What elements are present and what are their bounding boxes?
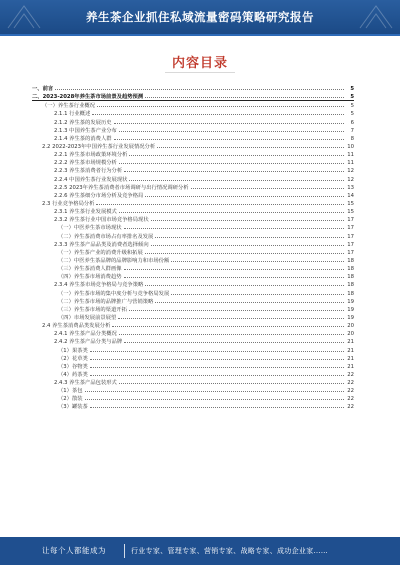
toc-leader-dots bbox=[90, 354, 344, 360]
toc-entry-label: （一）养生茶产业的消费升级和拓展 bbox=[58, 249, 143, 256]
toc-entry-page: 17 bbox=[347, 233, 354, 240]
toc-entry-label: 2.2 2022-2023年中国养生茶行业发展情况分析 bbox=[42, 143, 156, 150]
toc-leader-dots bbox=[129, 150, 344, 156]
toc-entry[interactable] bbox=[32, 329, 354, 337]
footer-tagline: 行业专家、管理专家、营销专家、战略专家、成功企业家…… bbox=[131, 547, 329, 555]
toc-entry-label: （2）花草类 bbox=[58, 355, 88, 362]
toc-leader-dots bbox=[151, 215, 344, 221]
footer-divider bbox=[124, 544, 125, 558]
toc-heading: 内容目录 bbox=[171, 56, 228, 71]
toc-leader-dots bbox=[155, 232, 344, 238]
toc-leader-dots bbox=[124, 272, 344, 278]
toc-entry[interactable] bbox=[32, 378, 354, 386]
toc-entry-label: 2.1.4 养生茶的消费人群 bbox=[54, 135, 112, 142]
toc-entry-page: 18 bbox=[347, 282, 354, 289]
toc-leader-dots bbox=[118, 313, 344, 319]
toc-entry-page: 19 bbox=[347, 298, 354, 305]
report-title: 养生茶企业抓住私域流量密码策略研究报告 bbox=[86, 10, 314, 24]
toc-leader-dots bbox=[171, 256, 344, 262]
toc-entry[interactable] bbox=[32, 394, 354, 402]
toc-entry[interactable] bbox=[32, 84, 354, 92]
toc-entry[interactable] bbox=[32, 150, 354, 158]
table-of-contents bbox=[32, 84, 354, 411]
footer-slogan: 让每个人都能成为 bbox=[42, 546, 106, 555]
toc-heading-divider bbox=[165, 72, 235, 73]
toc-entry-label: （1）茶包 bbox=[58, 388, 83, 395]
toc-entry[interactable] bbox=[32, 402, 354, 410]
toc-entry-page: 18 bbox=[347, 274, 354, 281]
toc-leader-dots bbox=[90, 362, 344, 368]
toc-leader-dots bbox=[119, 207, 344, 213]
toc-entry[interactable] bbox=[32, 191, 354, 199]
toc-entry[interactable] bbox=[32, 297, 354, 305]
toc-entry[interactable] bbox=[32, 321, 354, 329]
toc-entry-label: 2.2.4 中国养生茶行业发展现状 bbox=[54, 176, 128, 183]
toc-leader-dots bbox=[90, 402, 344, 408]
toc-entry[interactable] bbox=[32, 215, 354, 223]
toc-entry[interactable] bbox=[32, 158, 354, 166]
toc-leader-dots bbox=[124, 223, 344, 229]
toc-entry[interactable] bbox=[32, 280, 354, 288]
toc-entry-page: 7 bbox=[350, 127, 354, 134]
toc-leader-dots bbox=[145, 248, 344, 254]
toc-entry[interactable] bbox=[32, 248, 354, 256]
toc-entry[interactable] bbox=[32, 354, 354, 362]
toc-entry-label: 2.2.1 养生茶市场政策环境分析 bbox=[54, 152, 128, 159]
toc-entry-label: 二、2023-2028年养生茶市场前景及趋势预测 bbox=[32, 94, 144, 101]
toc-entry[interactable] bbox=[32, 223, 354, 231]
toc-entry-page: 17 bbox=[347, 217, 354, 224]
toc-leader-dots bbox=[114, 118, 344, 124]
toc-entry[interactable] bbox=[32, 92, 354, 101]
toc-entry-label: （三）养生茶市场的渠道开拓 bbox=[58, 306, 127, 313]
toc-entry-label: 2.2.3 养生茶消费者行为分析 bbox=[54, 168, 123, 175]
toc-entry-page: 5 bbox=[350, 103, 354, 110]
toc-entry-page: 5 bbox=[350, 86, 354, 92]
toc-entry-label: 2.2.6 养生茶细分市场分析及竞争格局 bbox=[54, 192, 144, 199]
toc-leader-dots bbox=[191, 183, 344, 189]
toc-entry-page: 8 bbox=[350, 135, 354, 142]
toc-entry-label: （1）果茶类 bbox=[58, 347, 88, 354]
toc-entry[interactable] bbox=[32, 370, 354, 378]
toc-leader-dots bbox=[124, 166, 344, 172]
toc-entry-page: 17 bbox=[347, 249, 354, 256]
toc-entry-label: 2.3 行业竞争格局分析 bbox=[42, 200, 95, 207]
toc-entry-page: 21 bbox=[347, 355, 354, 362]
toc-entry[interactable] bbox=[32, 386, 354, 394]
toc-entry-page: 6 bbox=[350, 119, 354, 126]
toc-entry-label: 2.2.2 养生茶市场规模分析 bbox=[54, 160, 117, 167]
toc-entry-label: （二）中医养生茶品牌的品牌影响力和市场份额 bbox=[58, 257, 170, 264]
toc-entry-page: 19 bbox=[347, 306, 354, 313]
toc-entry[interactable] bbox=[32, 305, 354, 313]
toc-leader-dots bbox=[112, 321, 344, 327]
toc-entry[interactable] bbox=[32, 362, 354, 370]
toc-entry-page: 15 bbox=[347, 200, 354, 207]
toc-leader-dots bbox=[155, 297, 344, 303]
toc-entry[interactable] bbox=[32, 240, 354, 248]
toc-entry[interactable] bbox=[32, 199, 354, 207]
toc-entry[interactable] bbox=[32, 134, 354, 142]
toc-leader-dots bbox=[119, 329, 344, 335]
toc-entry-page: 21 bbox=[347, 347, 354, 354]
toc-entry-label: （三）养生茶消费人群画像 bbox=[58, 266, 122, 273]
toc-entry[interactable] bbox=[32, 183, 354, 191]
toc-entry-page: 15 bbox=[347, 209, 354, 216]
toc-entry-label: 2.3.1 养生茶行业发展模式 bbox=[54, 209, 117, 216]
toc-entry-label: （四）养生茶市场消费趋势 bbox=[58, 274, 122, 281]
toc-entry-label: 2.4.2 养生茶产品分类与品牌 bbox=[54, 339, 123, 346]
toc-entry-page: 18 bbox=[347, 266, 354, 273]
toc-entry-label: （四）市场发展前景展望 bbox=[58, 314, 117, 321]
toc-entry[interactable] bbox=[32, 337, 354, 345]
toc-entry-label: 2.1.3 中国养生茶产业分布 bbox=[54, 127, 117, 134]
toc-leader-dots bbox=[90, 346, 344, 352]
toc-entry[interactable] bbox=[32, 232, 354, 240]
toc-entry-label: （二）养生茶市场的品牌推广与营销策略 bbox=[58, 298, 154, 305]
toc-entry[interactable] bbox=[32, 109, 354, 117]
toc-entry-page: 22 bbox=[347, 388, 354, 395]
toc-entry[interactable] bbox=[32, 256, 354, 264]
toc-entry-page: 21 bbox=[347, 339, 354, 346]
toc-entry-label: （一）中医养生茶市场现状 bbox=[58, 225, 122, 232]
toc-entry[interactable] bbox=[32, 264, 354, 272]
toc-leader-dots bbox=[55, 84, 344, 90]
toc-entry-page: 13 bbox=[347, 184, 354, 191]
toc-leader-dots bbox=[92, 109, 344, 115]
toc-entry-page: 22 bbox=[347, 404, 354, 411]
toc-leader-dots bbox=[171, 289, 344, 295]
toc-entry-label: （3）罐装茶 bbox=[58, 404, 88, 411]
toc-entry[interactable] bbox=[32, 175, 354, 183]
report-footer bbox=[0, 537, 400, 565]
toc-entry-label: 2.1.1 行业概述 bbox=[54, 111, 91, 118]
toc-entry-page: 18 bbox=[347, 290, 354, 297]
toc-leader-dots bbox=[129, 305, 344, 311]
toc-entry-page: 5 bbox=[350, 111, 354, 118]
toc-entry-label: 2.4.3 养生茶产品包装形式 bbox=[54, 380, 117, 387]
toc-entry-label: 2.3.2 养生茶行业中国市场竞争格局现状 bbox=[54, 217, 149, 224]
toc-entry-page: 21 bbox=[347, 363, 354, 370]
toc-entry-page: 19 bbox=[347, 314, 354, 321]
toc-leader-dots bbox=[145, 191, 344, 197]
toc-entry-page: 14 bbox=[347, 192, 354, 199]
toc-entry[interactable] bbox=[32, 272, 354, 280]
toc-leader-dots bbox=[119, 378, 344, 384]
toc-leader-dots bbox=[129, 175, 344, 181]
toc-entry-label: 2.4.1 养生茶产品分类概况 bbox=[54, 331, 117, 338]
toc-leader-dots bbox=[157, 142, 344, 148]
toc-entry-label: （4）药茶类 bbox=[58, 371, 88, 378]
toc-entry[interactable] bbox=[32, 313, 354, 321]
toc-entry-page: 17 bbox=[347, 241, 354, 248]
toc-leader-dots bbox=[145, 92, 344, 98]
toc-leader-dots bbox=[119, 158, 344, 164]
toc-leader-dots bbox=[151, 240, 344, 246]
toc-entry[interactable] bbox=[32, 166, 354, 174]
toc-entry-page: 22 bbox=[347, 396, 354, 403]
toc-leader-dots bbox=[145, 280, 344, 286]
toc-entry-label: （2）散装 bbox=[58, 396, 83, 403]
toc-leader-dots bbox=[119, 126, 344, 132]
toc-entry-label: 2.1.2 养生茶的发展历史 bbox=[54, 119, 112, 126]
toc-leader-dots bbox=[97, 101, 344, 107]
toc-entry[interactable] bbox=[32, 289, 354, 297]
toc-entry-page: 22 bbox=[347, 380, 354, 387]
toc-leader-dots bbox=[90, 370, 344, 376]
toc-entry-page: 11 bbox=[347, 152, 354, 159]
toc-entry-page: 20 bbox=[347, 323, 354, 330]
toc-entry-label: 2.3.3 养生茶产品品类及消费者选择倾向 bbox=[54, 241, 149, 248]
toc-entry[interactable] bbox=[32, 346, 354, 354]
toc-entry-page: 5 bbox=[350, 94, 354, 101]
toc-entry-label: 2.2.5 2023年养生茶消费者市场调研与出行情况调研分析 bbox=[54, 184, 189, 191]
toc-entry-label: （3）谷物类 bbox=[58, 363, 88, 370]
toc-entry-label: 2.4 养生茶消费品类发展分析 bbox=[42, 323, 111, 330]
toc-entry-page: 17 bbox=[347, 225, 354, 232]
toc-entry-page: 20 bbox=[347, 331, 354, 338]
toc-entry-label: （二）养生茶消费市场占有率排名及发展 bbox=[58, 233, 154, 240]
toc-entry-label: （一）养生茶市场的集中度分析与竞争格局发展 bbox=[58, 290, 170, 297]
toc-entry-label: 2.3.4 养生茶市场竞争格局与竞争策略 bbox=[54, 282, 144, 289]
toc-leader-dots bbox=[124, 264, 344, 270]
toc-entry-label: （一）养生茶行业概况 bbox=[42, 103, 95, 110]
toc-entry-page: 18 bbox=[347, 257, 354, 264]
toc-entry-page: 22 bbox=[347, 371, 354, 378]
toc-leader-dots bbox=[85, 386, 344, 392]
toc-entry[interactable] bbox=[32, 126, 354, 134]
toc-entry-page: 10 bbox=[347, 143, 354, 150]
toc-leader-dots bbox=[124, 337, 344, 343]
toc-entry-page: 11 bbox=[347, 160, 354, 167]
toc-entry[interactable] bbox=[32, 207, 354, 215]
toc-entry-label: 一、前言 bbox=[32, 86, 54, 92]
toc-entry-page: 12 bbox=[347, 168, 354, 175]
toc-entry[interactable] bbox=[32, 142, 354, 150]
toc-leader-dots bbox=[96, 199, 344, 205]
toc-entry-page: 12 bbox=[347, 176, 354, 183]
report-header bbox=[0, 0, 400, 36]
toc-entry[interactable] bbox=[32, 118, 354, 126]
toc-leader-dots bbox=[85, 394, 344, 400]
toc-leader-dots bbox=[114, 134, 344, 140]
toc-entry[interactable] bbox=[32, 101, 354, 109]
